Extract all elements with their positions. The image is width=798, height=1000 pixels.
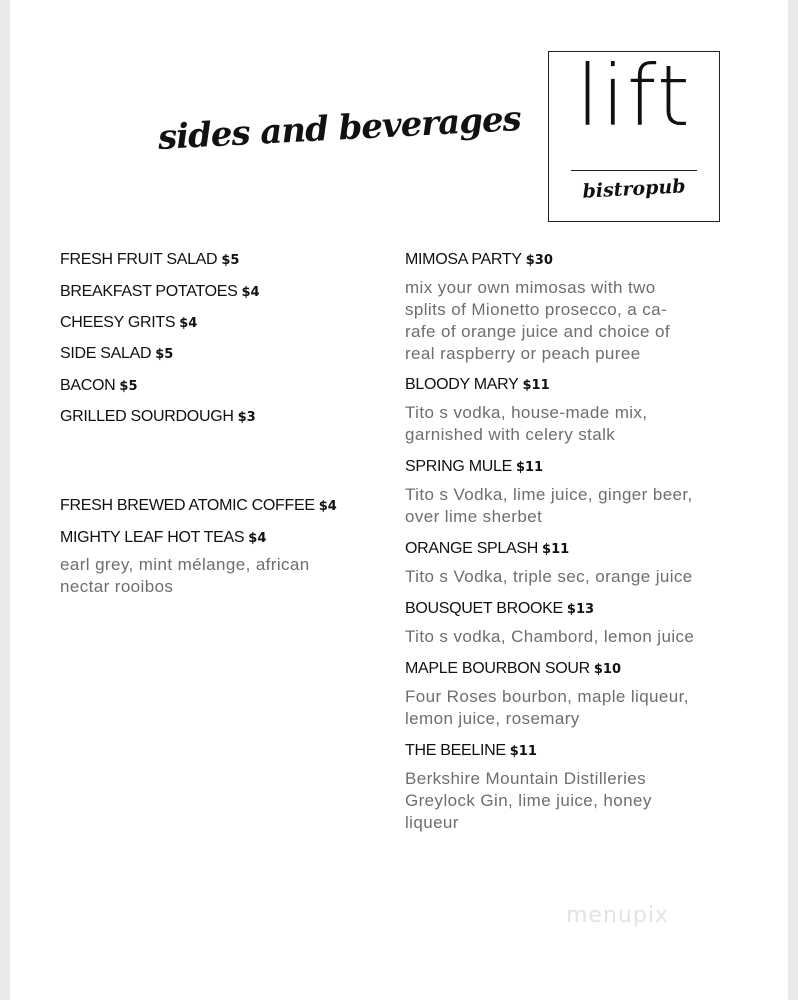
item-description bbox=[405, 686, 689, 730]
item-name: MIGHTY LEAF HOT TEAS bbox=[60, 529, 245, 546]
item-name: MIMOSA PARTY bbox=[405, 251, 522, 268]
menu-item bbox=[60, 406, 256, 426]
menu-item bbox=[405, 538, 569, 558]
item-name: BREAKFAST POTATOES bbox=[60, 283, 238, 300]
item-price: $4 bbox=[241, 285, 260, 300]
item-description bbox=[405, 484, 693, 528]
description-line: rafe of orange juice and choice of bbox=[405, 322, 670, 341]
description-line: liqueur bbox=[405, 813, 459, 832]
menu-item bbox=[405, 456, 543, 476]
item-name: ORANGE SPLASH bbox=[405, 540, 539, 557]
description-line: nectar rooibos bbox=[60, 577, 174, 596]
item-price: $11 bbox=[509, 744, 537, 759]
description-line: Tito s vodka, Chambord, lemon juice bbox=[405, 627, 695, 646]
item-name: BLOODY MARY bbox=[405, 376, 519, 393]
item-price: $11 bbox=[515, 460, 544, 475]
item-price: $4 bbox=[318, 499, 337, 514]
menu-item bbox=[60, 527, 266, 547]
item-description bbox=[405, 566, 693, 588]
item-name: SPRING MULE bbox=[405, 458, 512, 475]
menu-item bbox=[405, 374, 550, 394]
item-price: $10 bbox=[593, 662, 621, 677]
description-line: mix your own mimosas with two bbox=[405, 278, 656, 297]
description-line: splits of Mionetto prosecco, a ca- bbox=[405, 300, 668, 319]
menu-item bbox=[405, 598, 594, 618]
description-line: over lime sherbet bbox=[405, 507, 543, 526]
description-line: Tito s Vodka, triple sec, orange juice bbox=[405, 567, 693, 586]
description-line: lemon juice, rosemary bbox=[405, 709, 580, 728]
description-line: Berkshire Mountain Distilleries bbox=[405, 769, 647, 788]
item-price: $5 bbox=[155, 347, 174, 362]
item-name: SIDE SALAD bbox=[60, 345, 152, 362]
description-line: Tito s vodka, house-made mix, bbox=[405, 403, 648, 422]
logo-divider bbox=[571, 170, 697, 171]
item-name: FRESH FRUIT SALAD bbox=[60, 251, 218, 268]
item-name: FRESH BREWED ATOMIC COFFEE bbox=[60, 497, 315, 514]
item-description bbox=[405, 626, 694, 648]
item-price: $5 bbox=[221, 253, 240, 268]
item-price: $13 bbox=[566, 602, 595, 617]
item-name: BACON bbox=[60, 377, 116, 394]
page-title: sides and beverages bbox=[156, 99, 522, 158]
menu-item bbox=[405, 658, 621, 678]
item-price: $4 bbox=[179, 316, 198, 331]
menu-item bbox=[405, 249, 553, 269]
item-price: $5 bbox=[119, 379, 138, 394]
item-name: GRILLED SOURDOUGH bbox=[60, 408, 234, 425]
description-line: Greylock Gin, lime juice, honey bbox=[405, 791, 652, 810]
watermark: menupix bbox=[566, 903, 669, 928]
description-line: garnished with celery stalk bbox=[405, 425, 616, 444]
menu-item bbox=[60, 343, 173, 363]
item-description bbox=[405, 768, 652, 834]
item-price: $11 bbox=[522, 378, 550, 393]
logo bbox=[548, 47, 720, 222]
logo-subtitle: bistropub bbox=[581, 175, 687, 203]
item-description bbox=[60, 554, 310, 598]
item-price: $3 bbox=[237, 410, 256, 425]
menu-item bbox=[60, 281, 260, 301]
menu-item bbox=[60, 312, 197, 332]
description-line: earl grey, mint mélange, african bbox=[60, 555, 310, 574]
description-line: real raspberry or peach puree bbox=[405, 344, 641, 363]
item-description bbox=[405, 402, 647, 446]
item-name: MAPLE BOURBON SOUR bbox=[405, 660, 590, 677]
description-line: Four Roses bourbon, maple liqueur, bbox=[405, 687, 689, 706]
item-price: $30 bbox=[525, 253, 553, 268]
item-price: $11 bbox=[542, 542, 570, 557]
description-line: Tito s Vodka, lime juice, ginger beer, bbox=[405, 485, 693, 504]
item-name: BOUSQUET BROOKE bbox=[405, 600, 563, 617]
menu-item bbox=[60, 375, 138, 395]
menu-item bbox=[405, 740, 537, 760]
menu-item bbox=[60, 249, 239, 269]
item-name: CHEESY GRITS bbox=[60, 314, 176, 331]
item-description bbox=[405, 277, 670, 365]
item-name: THE BEELINE bbox=[405, 742, 506, 759]
logo-word: lift bbox=[576, 47, 692, 145]
item-price: $4 bbox=[248, 531, 267, 546]
menu-item bbox=[60, 495, 337, 515]
